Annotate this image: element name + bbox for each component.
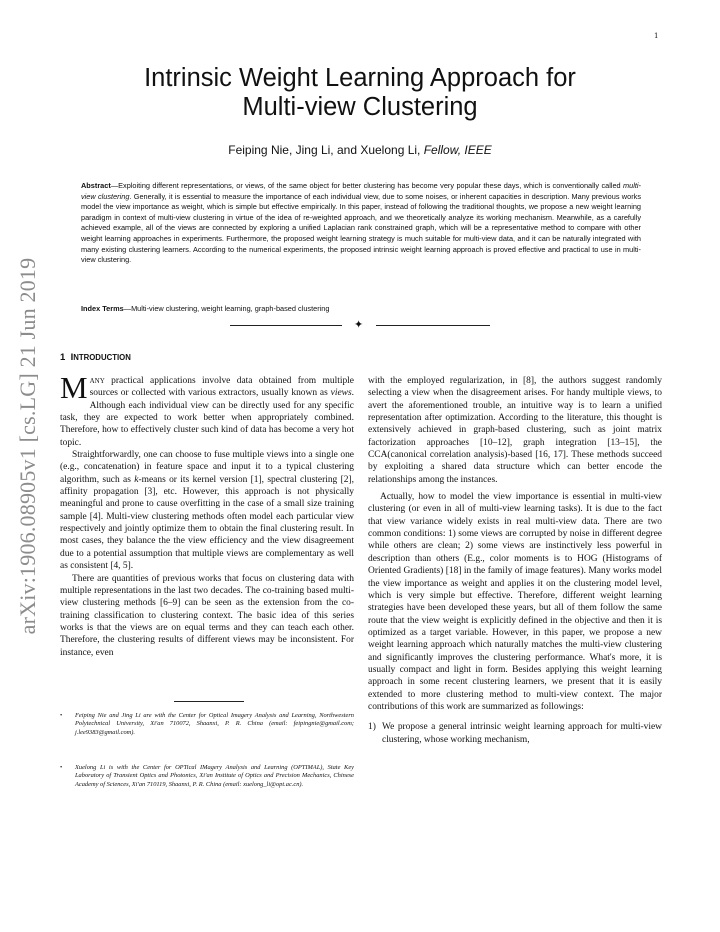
index-terms-text: —Multi-view clustering, weight learning, graph-based clustering	[123, 304, 330, 313]
footnote-2	[60, 764, 354, 789]
footnote-rule	[174, 701, 244, 702]
arxiv-stamp: arXiv:1906.08905v1 [cs.LG] 21 Jun 2019	[15, 257, 40, 635]
divider-line-left	[230, 325, 342, 326]
intro-paragraph-2	[60, 449, 354, 572]
list-text: We propose a general intrinsic weight learning approach for multi-view clustering, whose working mechanism,	[382, 722, 662, 745]
section-title-initial: I	[70, 352, 74, 363]
intro-p2-italic: k	[134, 474, 139, 485]
right-column	[368, 375, 662, 746]
intro-p1-text-b: . Although each individual view can be directly used for any specific task, they are expected to work better when appropriately combined. Therefore, how to effectively cluster such kind of data has become a very hot topic.	[60, 388, 354, 448]
section-number: 1	[60, 352, 66, 363]
title-line-2: Multi-view Clustering	[242, 93, 478, 121]
footnote-bullet: •	[60, 712, 63, 719]
abstract-text-1: —Exploiting different representations, or views, of the same object for better clustering has become very popular these days, which is conventionally called	[110, 181, 624, 190]
abstract-label: Abstract	[81, 181, 111, 190]
intro-paragraph-1	[60, 370, 354, 449]
intro-paragraph-3: There are quantities of previous works that focus on clustering data with multiple representations in the last two decades. The co-training based multi-view clustering methods [6–9] can be seen as the extension from the co-training classification to clustering context. The basic idea of this series works is that the views are on equal terms and they can teach each other. Therefore, the clustering results of different views may be inconsistent. For instance, even	[60, 573, 354, 658]
author-names: Feiping Nie, Jing Li, and Xuelong Li,	[228, 143, 424, 157]
divider-star-icon: ✦	[354, 318, 364, 331]
section-divider	[230, 318, 490, 332]
section-heading	[60, 352, 131, 363]
index-terms	[81, 304, 641, 313]
section-title-rest: NTRODUCTION	[73, 353, 131, 362]
drop-cap: M	[60, 370, 88, 405]
divider-line-right	[376, 325, 490, 326]
abstract-italic: multi-view clustering	[81, 181, 641, 201]
page-number: 1	[654, 32, 659, 40]
footnote-text: Xuelong Li is with the Center for OPTical IMagery Analysis and Learning (OPTIMAL), State Key Laboratory of Transient Optics and Photonics, Xi'an Institute of Optics and Precision Mechanics, Chinese Academy of Sciences, Xi'an 710119, Shaanxi, P. R. China (email: xuelong_li@opt.ac.cn).	[75, 764, 354, 788]
index-terms-label: Index Terms	[81, 304, 124, 313]
title-line-1: Intrinsic Weight Learning Approach for	[144, 64, 576, 92]
footnote-text: Feiping Nie and Jing Li are with the Center for Optical Imagery Analysis and Learning, Northwestern Polytechnical University, Xi'an 710072, Shaanxi, P. R. China (email: feipingnie@gmail.com; j.lee9383@gmail.com).	[75, 712, 354, 736]
right-paragraph-2: Actually, how to model the view importance is essential in multi-view clustering (or even in all of multi-view learning tasks). It is due to the fact that view variance widely exists in real multi-view data. There are two common conditions: 1) some views are corrupted by noise in different degree while others are clean; 2) some views are instinctively less powerful in description than others (E.g., color moments is to HOG (Histograms of Oriented Gradients) [18] in the family of image features). Many works model the view importance as weight and applies it on the clustering model level, which is very simple but effective. Therefore, different weight learning strategies have been developed these years, but all of them follow the same route that the view weight is explicitly defined in the objective and then it is optimized as a target variable. However, in this paper, we propose a new weight learning approach which naturally matches the multi-view clustering and significantly improves the clustering performance. What's more, it is usually compact and light in form. Besides applying this weight learning approach in some recent clustering learners, we present that it is easily extended to more clustering method to multi-view context. The major contributions of this work are summarized as followings:	[368, 492, 662, 712]
abstract	[81, 181, 641, 266]
intro-p1-italic: views	[330, 388, 352, 399]
paper-title	[60, 64, 660, 122]
left-column	[60, 370, 354, 659]
intro-p2-text-a: Straightforwardly, one can choose to fuse multiple views into a single one (e.g., concatenation) in feature space and input it to a typical clustering algorithm, such as	[60, 450, 354, 485]
footnote-bullet: •	[60, 764, 63, 771]
authors	[60, 143, 660, 157]
footnote-1	[60, 712, 354, 737]
right-paragraph-1: with the employed regularization, in [8], the authors suggest randomly selecting a view when the disagreement arises. For handy multiple views, to avert the aforementioned trouble, an intuitive way is to learn a unified representation after optimization. According to the literature, this thought is extensively achieved in graph-based clustering, such as joint matrix factorization approaches [10–12], graph integration [13–15], the CCA(canonical correlation analysis)-based [16, 17]. These methods succeed by exploiting a shared data structure which can better encode the relationships among the instances.	[368, 376, 662, 485]
list-number: 1)	[368, 722, 376, 733]
intro-smallcaps: any	[89, 376, 105, 386]
intro-p2-text-b: -means or its kernel version [1], spectral clustering [2], affinity propagation [3], etc. However, this approach is not physically meaningful and prone to cause overfitting in the case of a small size training sample [4]. Multi-view clustering methods often model each particular view respectively and jointly optimize them to obtain the final clustering result. In most cases, they balance the the view efficiency and the view disagreement due to a potential assumption that multiple views are complementary as well as consistent [4, 5].	[60, 474, 354, 572]
intro-p1-text-a: practical applications involve data obtained from multiple sources or collected with various extractors, usually known as	[89, 376, 354, 399]
author-fellow: Fellow, IEEE	[423, 143, 492, 157]
contribution-list-item	[368, 721, 662, 746]
abstract-text-2: . Generally, it is essential to measure the importance of each individual view, due to some noises, or inherent capacities in description. Many previous works model the view importance as weight, which is simple but effective empirically. In this paper, instead of following the traditional thoughts, we propose a new weight learning paradigm in context of multi-view clustering in virtue of the idea of re-weighted approach, and we theoretically analyze its working mechanism. Meanwhile, as a carefully achieved example, all of the views are connected by exploring a unified Laplacian rank constrained graph, which will be a representative method to compare with other weight learning approaches in experiments. Furthermore, the proposed weight learning strategy is much suitable for multi-view data, and it can be naturally integrated with many existing clustering learners. According to the numerical experiments, the proposed intrinsic weight learning approach is proved effective and practical to use in multi-view clustering.	[81, 191, 641, 265]
